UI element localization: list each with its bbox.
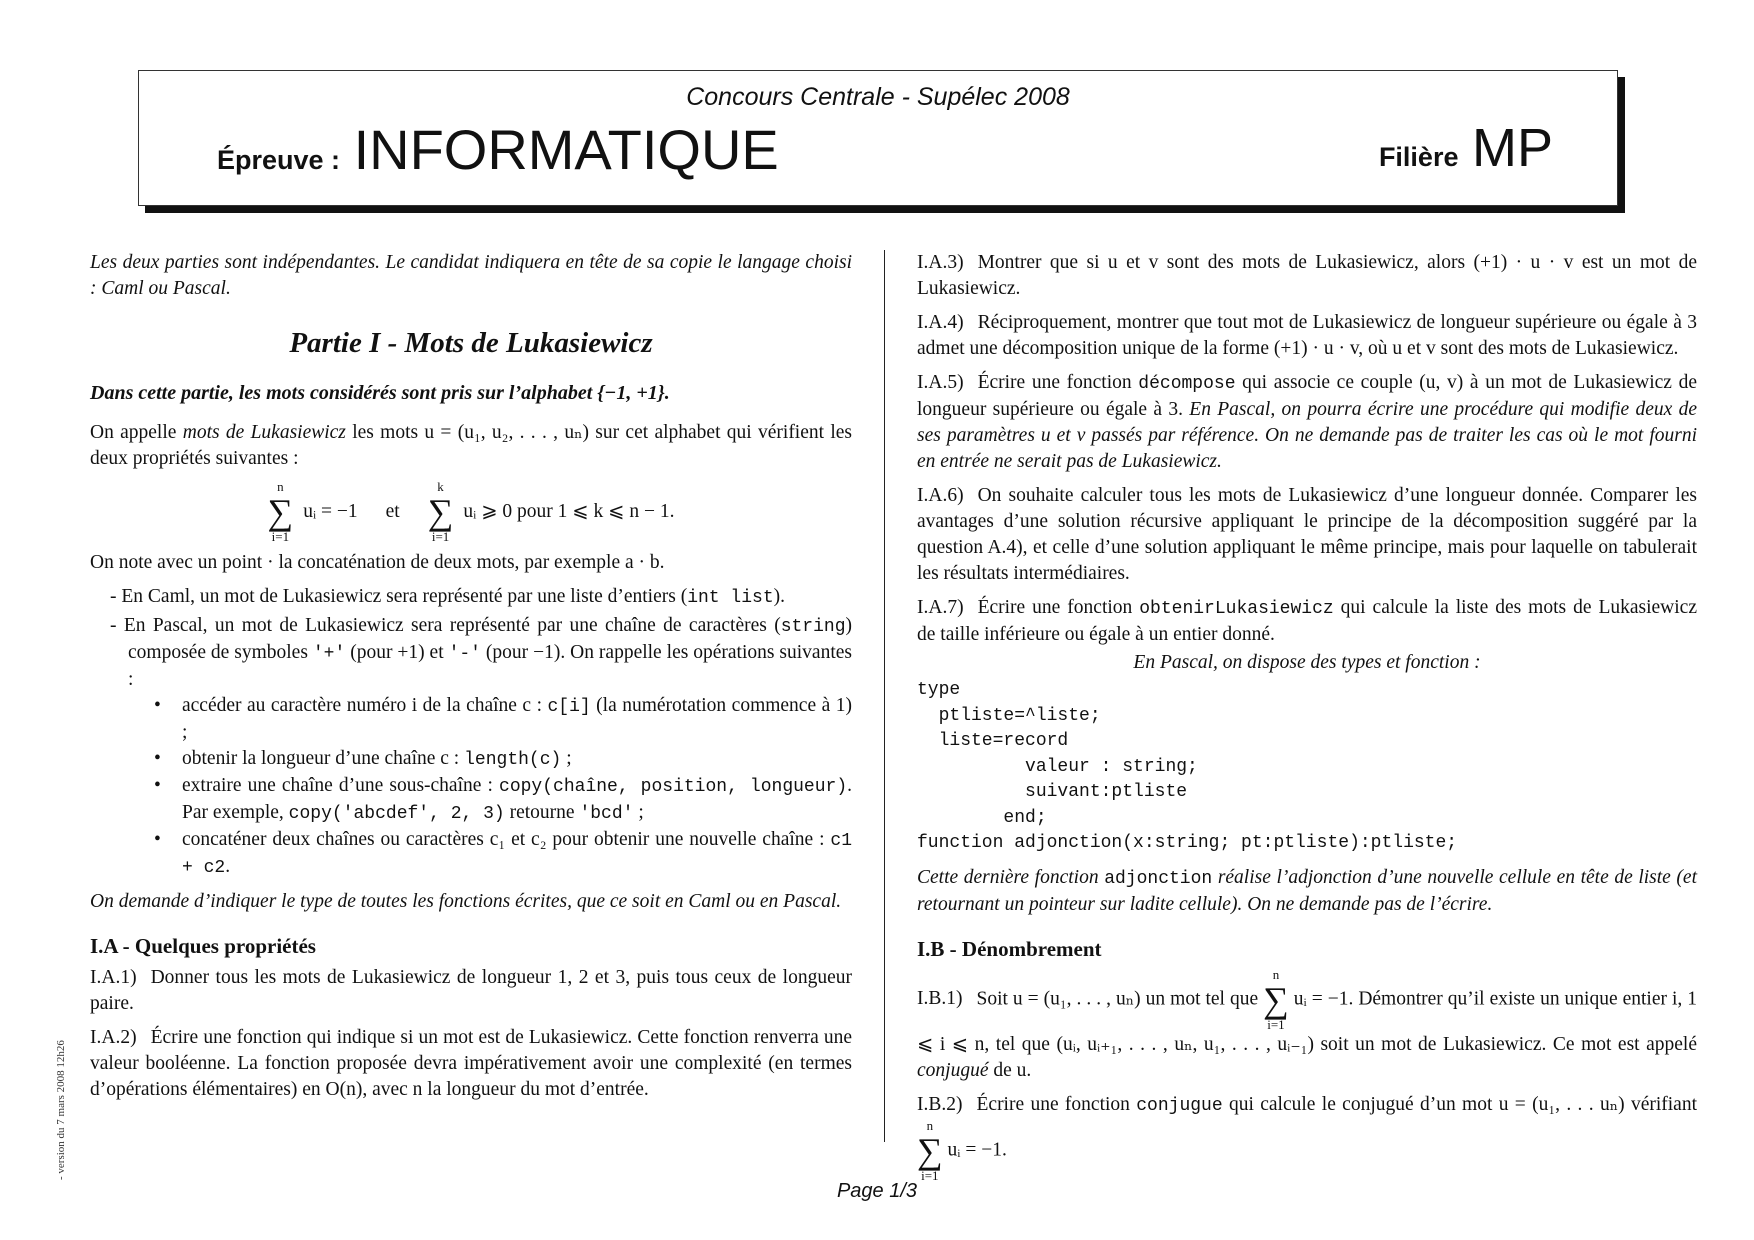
question-ib1: I.B.1) Soit u = (u₁, . . . , uₙ) un mot tel que n ∑ i=1 uᵢ = −1. Démontrer qu’il existe un unique entier i, 1 ⩽ i ⩽ n, tel que (uᵢ, uᵢ₊₁, . . . , uₙ, u₁, . . . , uᵢ₋₁) soit un mot de Lukasiewicz. Ce mot est appelé conjugué de u. (917, 966, 1698, 1081)
epreuve-label: Épreuve : (217, 145, 341, 175)
language-list (110, 584, 852, 881)
pascal-intro: En Pascal, on dispose des types et fonction : (1133, 652, 1481, 673)
sum-symbol: n ∑ i=1 (267, 479, 294, 544)
question-ia2: I.A.2) Écrire une fonction qui indique si un mot est de Lukasiewicz. Cette fonction renverra une valeur booléenne. La fonction proposée devra impérativement avoir une complexité (en termes d’opérations élémentaires) en O(n), avec n la longueur du mot d’entrée. (90, 1027, 852, 1100)
epreuve-name: INFORMATIQUE (353, 118, 779, 181)
left-column (90, 250, 852, 1111)
section-ia-title: I.A - Quelques propriétés (90, 934, 316, 958)
question-ia1: I.A.1) Donner tous les mots de Lukasiewicz de longueur 1, 2 et 3, puis tous ceux de longueur paire. (90, 967, 852, 1014)
part-title: Partie I - Mots de Lukasiewicz (289, 327, 653, 359)
definition-formula: n ∑ i=1 uᵢ = −1 et k ∑ i=1 uᵢ ⩾ 0 pour 1 ⩽ k ⩽ n − 1. (267, 479, 675, 544)
sum-symbol: n ∑ i=1 (1263, 966, 1289, 1032)
header-box (138, 70, 1618, 206)
filiere-label: Filière (1378, 142, 1459, 172)
definition-paragraph: On appelle mots de Lukasiewicz les mots u = (u₁, u₂, . . . , uₙ) sur cet alphabet qui vérifient les deux propriétés suivantes : (90, 422, 853, 469)
list-item: • obtenir la longueur d’une chaîne c : length(c) ; (150, 746, 852, 773)
filiere-line (1379, 117, 1553, 179)
filiere-name: MP (1472, 118, 1553, 178)
epreuve-line (217, 117, 779, 182)
sum-symbol: n ∑ i=1 (917, 1117, 943, 1183)
section-ib-title: I.B - Dénombrement (917, 936, 1102, 961)
list-item: • concaténer deux chaînes ou caractères c₁ et c₂ pour obtenir une nouvelle chaîne : c1 + c2. (150, 827, 852, 881)
list-item: • extraire une chaîne d’une sous-chaîne : copy(chaîne, position, longueur). Par exemple, copy('abcdef', 2, 3) retourne 'bcd' ; (150, 773, 852, 827)
version-note: - version du 7 mars 2008 12h26 (55, 1040, 67, 1180)
sum-symbol: k ∑ i=1 (427, 479, 454, 544)
question-ia3: I.A.3) Montrer que si u et v sont des mots de Lukasiewicz, alors (+1) · u · v est un mot de Lukasiewicz. (917, 252, 1697, 299)
question-ia7: I.A.7) Écrire une fonction obtenirLukasiewicz qui calcule la liste des mots de Lukasiewicz de taille inférieure ou égale à un entier donné. (917, 597, 1697, 645)
concours-title: Concours Centrale - Supélec 2008 (686, 83, 1070, 111)
code-block: type ptliste=^liste; liste=record valeur : string; suivant:ptliste end; function adjonction(x:string; pt:ptliste):ptliste; (917, 680, 1458, 853)
intro-text: Les deux parties sont indépendantes. Le candidat indiquera en tête de sa copie le langage choisi : Caml ou Pascal. (90, 252, 852, 299)
page-number: Page 1/3 (836, 1180, 918, 1202)
column-divider (884, 250, 885, 1142)
adjonction-note: Cette dernière fonction adjonction réalise l’adjonction d’une nouvelle cellule en tête de liste (et retournant un pointeur sur ladite cellule). On ne demande pas de l’écrire. (917, 866, 1697, 915)
list-item: • accéder au caractère numéro i de la chaîne c : c[i] (la numérotation commence à 1) ; (150, 693, 852, 746)
question-ia4: I.A.4) Réciproquement, montrer que tout mot de Lukasiewicz de longueur supérieure ou égale à 3 admet une décomposition unique de la forme (+1) · u · v, où u et v sont des mots de Lukasiewicz. (917, 312, 1697, 359)
list-item: - En Pascal, un mot de Lukasiewicz sera représenté par une chaîne de caractères (string) composée de symboles '+' (pour +1) et '-' (pour −1). On rappelle les opérations suivantes : • accéder au caractère numéro i de la chaîne c : c[i] (la numérotation commence à 1) ; • obtenir la longueur d’une chaîne c : length(c) ; • extraire une chaîne d’une sous-chaîne : copy(chaîne, position, longueur). Par exemple, copy('abcdef', 2, 3) retourne 'bcd' ; • concaténer deux chaînes ou caractères c₁ et c₂ pour obtenir une nouvelle chaîne : c1 + c2. (110, 613, 852, 881)
question-ia6: I.A.6) On souhaite calculer tous les mots de Lukasiewicz d’une longueur donnée. Comparer les avantages d’une solution récursive appliquant le principe de la décomposition suggéré par la question A.4), et celle d’une solution appliquant le même principe, mais pour laquelle on tabulerait les résultats intermédiaires. (917, 485, 1697, 584)
question-ia5: I.A.5) Écrire une fonction décompose qui associe ce couple (u, v) à un mot de Lukasiewicz de longueur supérieure ou égale à 3. En Pascal, on pourra écrire une procédure qui modifie deux de ses paramètres u et v passés par référence. On ne demande pas de traiter les cas où le mot fourni en entrée ne serait pas de Lukasiewicz. (917, 372, 1698, 472)
question-ib2: I.B.2) Écrire une fonction conjugue qui calcule le conjugué d’un mot u = (u₁, . . . uₙ) vérifiant n ∑ i=1 uᵢ = −1. (917, 1093, 1697, 1183)
concat-note: On note avec un point · la concaténation de deux mots, par exemple a · b. (90, 552, 665, 573)
definition-term: mots de Lukasiewicz (182, 422, 346, 443)
operations-list (150, 693, 852, 881)
list-item: - En Caml, un mot de Lukasiewicz sera représenté par une liste d’entiers (int list). (110, 586, 785, 608)
part-lead: Dans cette partie, les mots considérés sont pris sur l’alphabet {−1, +1}. (90, 382, 670, 404)
right-column (917, 250, 1697, 1191)
types-note: On demande d’indiquer le type de toutes les fonctions écrites, que ce soit en Caml ou en Pascal. (90, 891, 842, 912)
